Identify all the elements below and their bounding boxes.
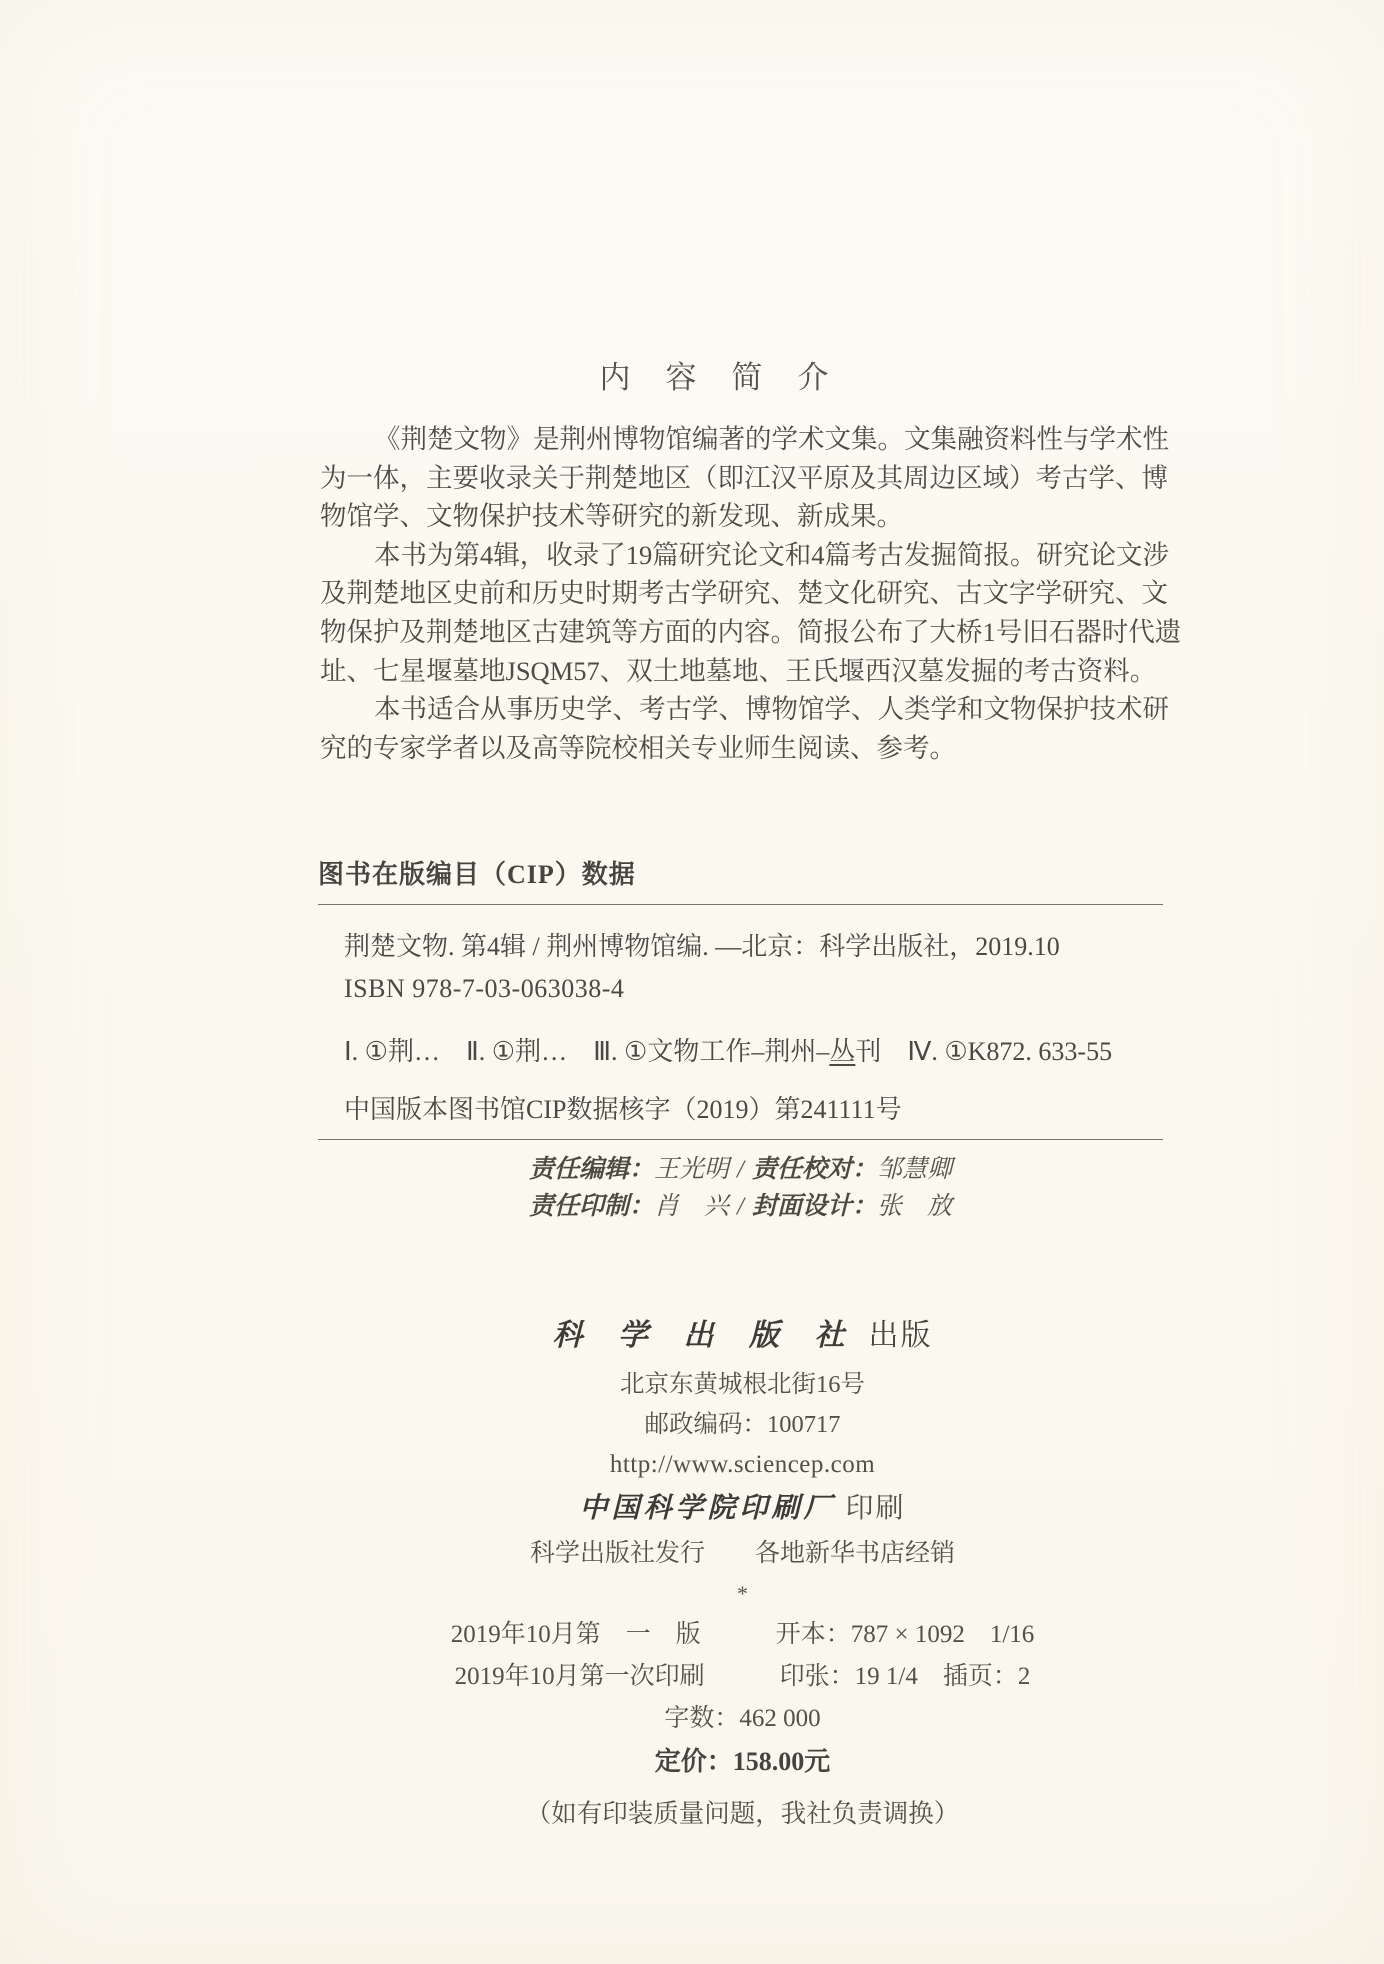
publisher-address: 北京东黄城根北街16号 [620,1371,865,1398]
cip-isbn-line: ISBN 978-7-03-063038-4 [344,974,625,1003]
editor-label: 责任编辑： [528,1156,654,1183]
cip-entry-line: 荆楚文物. 第4辑 / 荆州博物馆编. —北京：科学出版社，2019.10 [344,932,1060,961]
cip-record-line: 中国版本图书馆CIP数据核字（2019）第241111号 [344,1095,902,1124]
quality-note-line: （如有印装质量问题，我社负责调换） [525,1799,960,1828]
intro-p2-line-4: 址、七星堰墓地JSQM57、双土地墓地、王氏堰西汉墓发掘的考古资料。 [320,655,1157,686]
proofreader-label: 责任校对： [751,1156,877,1183]
price-line: 定价：158.00元 [654,1747,831,1776]
cover-designer-name: 张 放 [876,1193,952,1220]
cip-rule-top [318,904,1163,905]
cip-class-post: 刊 Ⅳ. ①K872. 633-55 [855,1037,1113,1066]
cover-designer-label: 封面设计： [751,1193,877,1220]
intro-p2-line-1: 本书为第4辑，收录了19篇研究论文和4篇考古发掘简报。研究论文涉 [374,539,1169,570]
print-supervisor-name: 肖 兴 [654,1193,730,1220]
staff-credits [318,1151,1163,1225]
credits-separator: / [737,1156,744,1183]
publisher-website: http://www.sciencep.com [609,1451,876,1478]
intro-body [320,420,1182,767]
publisher-line [320,1314,1165,1358]
distribution-line: 科学出版社发行 各地新华书店经销 [529,1540,955,1567]
print-supervisor-label: 责任印制： [528,1193,654,1220]
credits-line-1 [318,1151,1163,1188]
printing-line: 2019年10月第一次印刷 印张：19 1/4 插页：2 [454,1663,1031,1690]
intro-p3-line-2: 究的专家学者以及高等院校相关专业师生阅读、参考。 [320,732,956,763]
publisher-postcode: 邮政编码：100717 [644,1411,841,1438]
word-count-line: 字数：462 000 [664,1705,821,1732]
colophon-section [320,1314,1165,1834]
intro-p1-line-1: 《荆楚文物》是荆州博物馆编著的学术文集。文集融资料性与学术性 [374,424,1169,454]
printer-suffix: 印刷 [845,1493,906,1524]
intro-p1-line-2: 为一体，主要收录关于荆楚地区（即江汉平原及其周边区域）考古学、博 [320,462,1168,493]
intro-p2-line-3: 物保护及荆楚地区古建筑等方面的内容。简报公布了大桥1号旧石器时代遗 [320,616,1182,647]
cip-class-underlined: 丛 [829,1037,856,1066]
editor-name: 王光明 [654,1156,730,1183]
intro-title: 内 容 简 介 [599,360,831,395]
star-separator: * [737,1581,748,1606]
cip-classification-line [318,1031,1163,1068]
cip-heading: 图书在版编目（CIP）数据 [318,860,636,889]
publisher-script-name: 科 学 出 版 社 [552,1319,859,1352]
cip-rule-bottom [318,1139,1163,1140]
intro-p2-line-2: 及荆楚地区史前和历史时期考古学研究、楚文化研究、古文字学研究、文 [320,578,1168,609]
edition-line: 2019年10月第 一 版 开本：787 × 1092 1/16 [450,1621,1035,1648]
credits-separator-2: / [737,1193,744,1220]
printer-script-name: 中国科学院印刷厂 [579,1493,836,1524]
intro-p1-line-3: 物馆学、文物保护技术等研究的新发现、新成果。 [320,501,903,532]
intro-p3-line-1: 本书适合从事历史学、考古学、博物馆学、人类学和文物保护技术研 [374,694,1169,725]
publisher-suffix: 出版 [868,1319,933,1352]
proofreader-name: 邹慧卿 [876,1156,952,1183]
cip-class-pre: Ⅰ. ①荆… Ⅱ. ①荆… Ⅲ. ①文物工作–荆州– [344,1037,830,1066]
printer-line [320,1488,1165,1530]
cip-section [318,854,1163,1225]
credits-line-2 [318,1188,1163,1225]
